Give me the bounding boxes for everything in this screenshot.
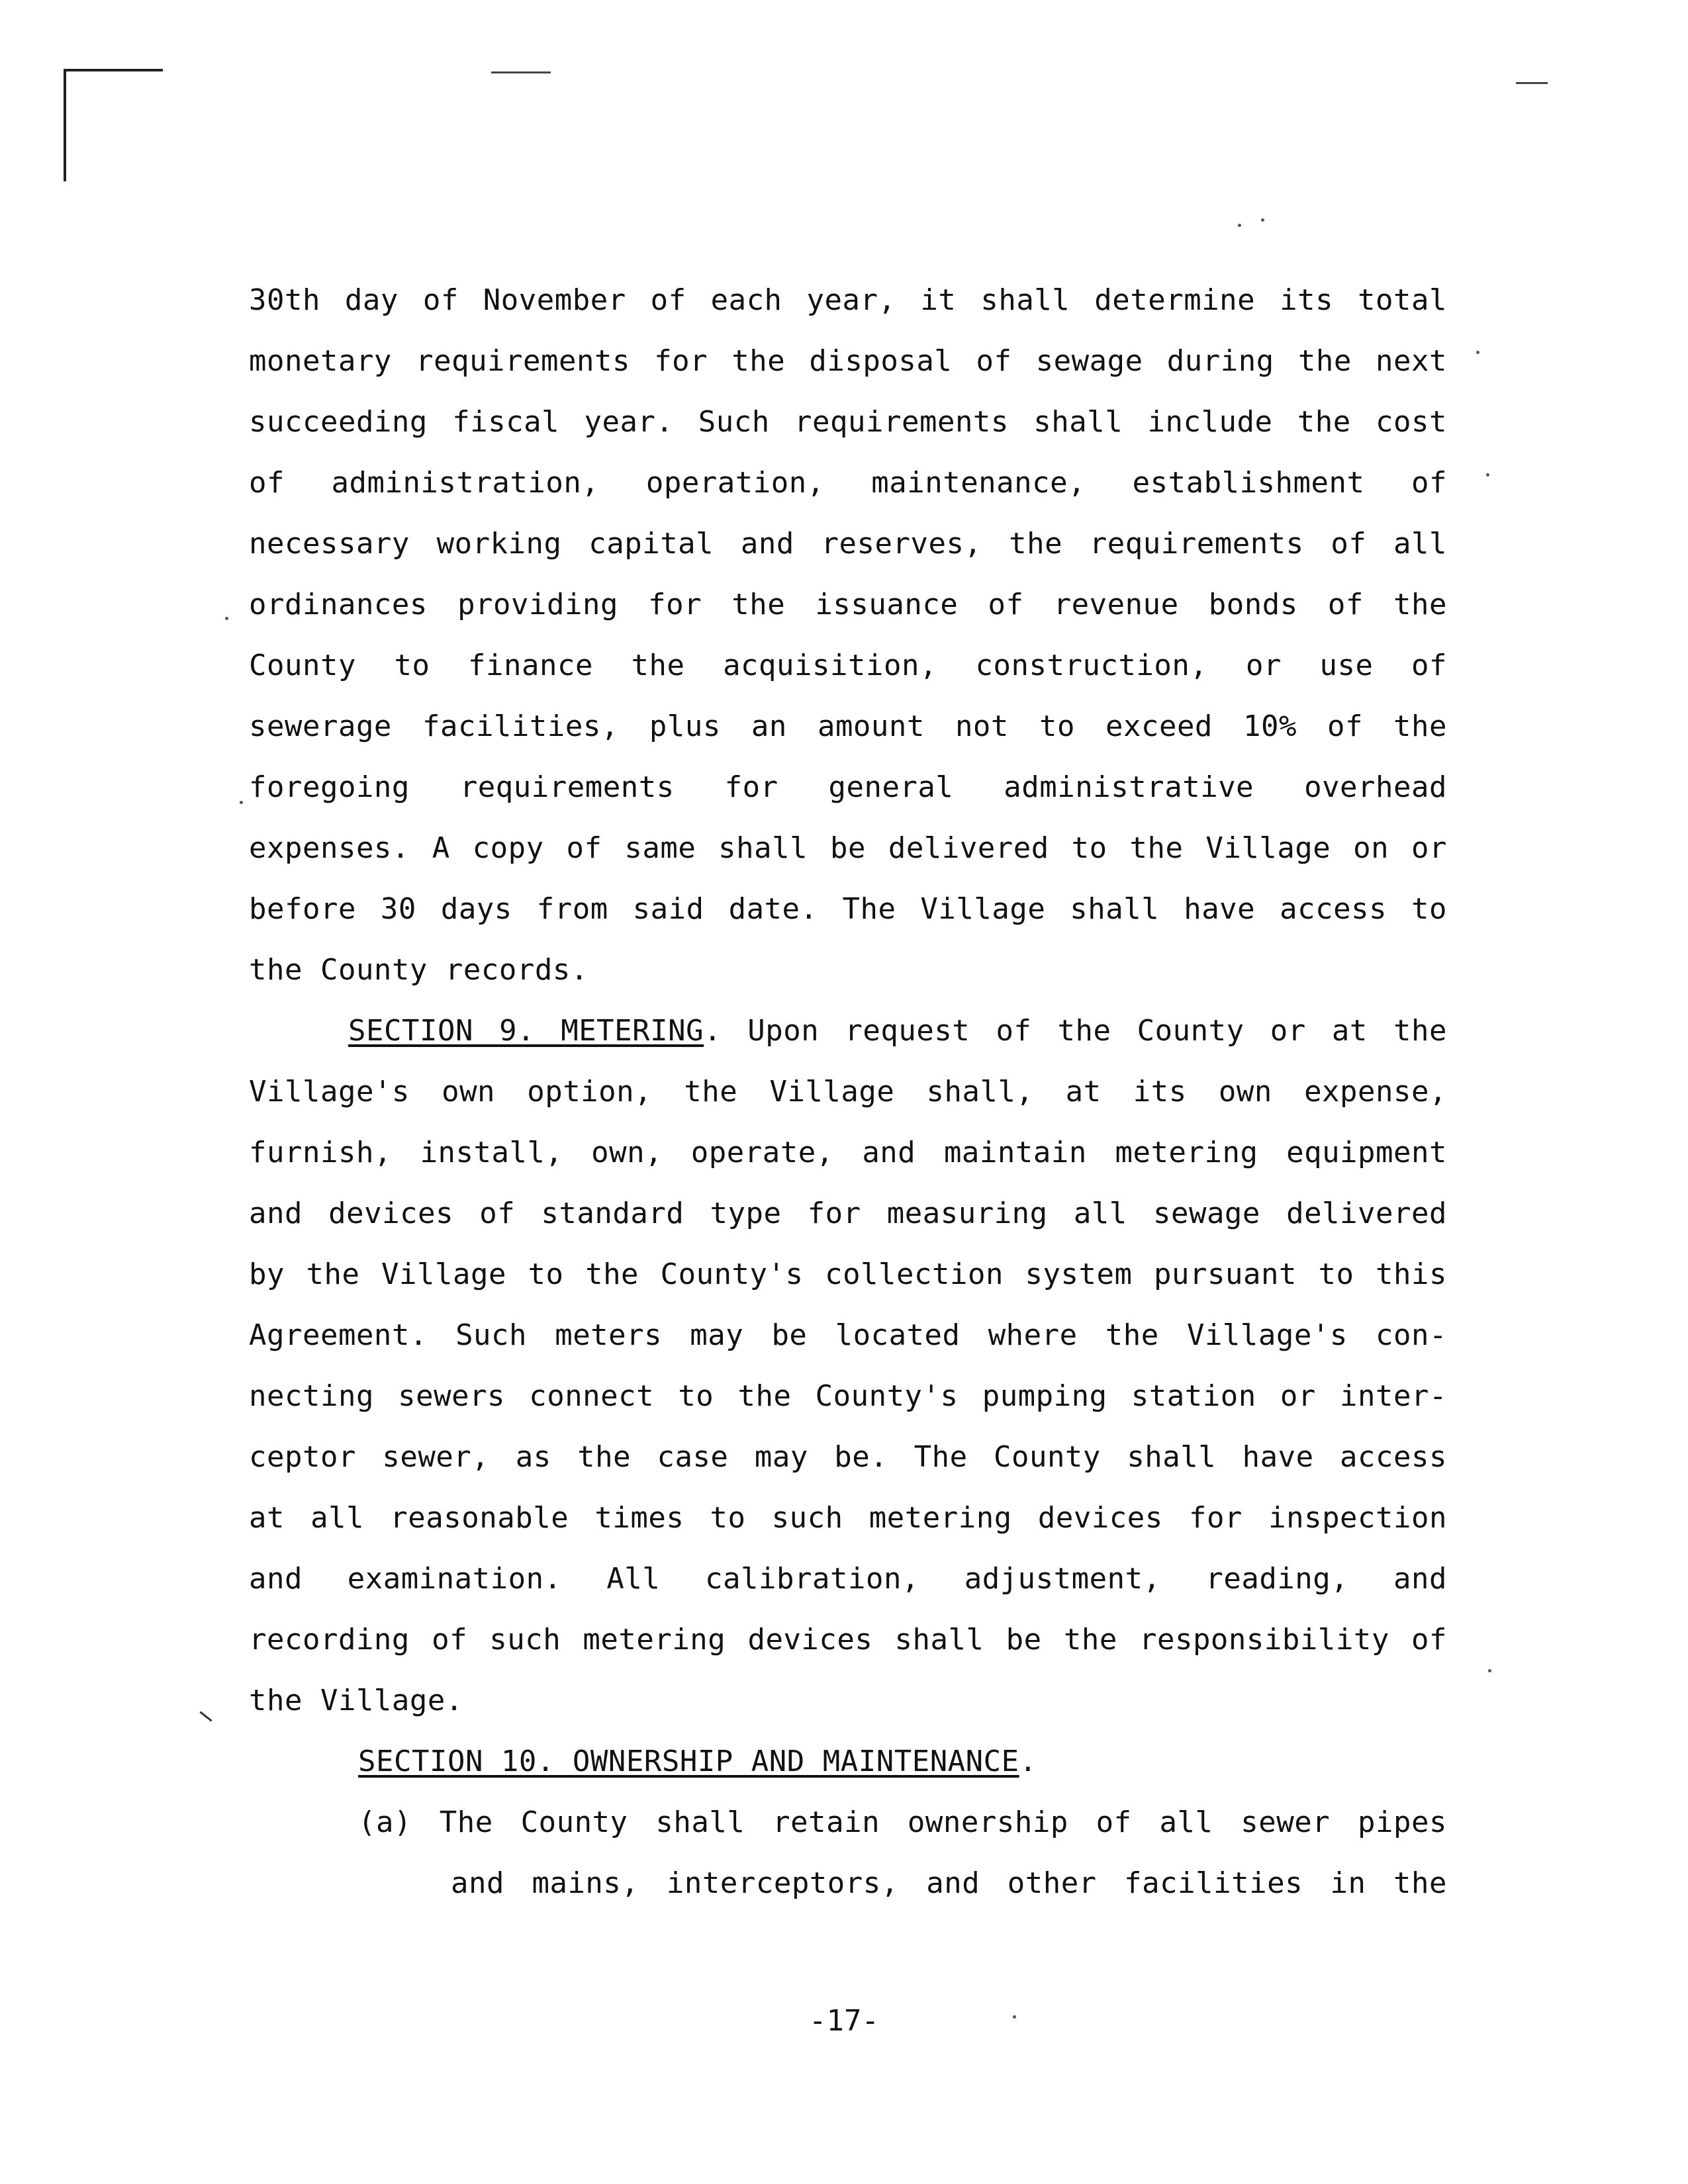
scan-artifact-dash-right (1516, 82, 1548, 84)
section-9-line: ceptor sewer, as the case may be. The County shall have access (249, 1440, 1447, 1474)
scan-speck (1488, 1669, 1491, 1672)
scan-speck (1238, 224, 1241, 227)
scan-speck (1476, 351, 1479, 354)
scan-speck (1261, 218, 1264, 222)
scan-speck (225, 617, 228, 620)
scan-artifact-tick (199, 1711, 212, 1722)
section-9-line: at all reasonable times to such metering devices for inspection (249, 1501, 1447, 1535)
paragraph-line: of administration, operation, maintenance, establishment of (249, 466, 1447, 500)
section-10-heading-line (249, 1731, 1474, 1792)
paragraph-line: before 30 days from said date. The Village shall have access to (249, 892, 1447, 926)
paragraph-line: foregoing requirements for general administrative overhead (249, 770, 1447, 804)
scan-corner-mark (64, 69, 163, 71)
paragraph-line: necessary working capital and reserves, the requirements of all (249, 527, 1447, 561)
scan-speck (1486, 473, 1489, 477)
paragraph-line: County to finance the acquisition, construction, or use of (249, 649, 1447, 682)
section-9-first-line (249, 1001, 1447, 1062)
section-9-line: Village's own option, the Village shall, at its own expense, (249, 1075, 1447, 1109)
section-9-line: and devices of standard type for measuring all sewage delivered (249, 1197, 1447, 1230)
scan-artifact-dash (491, 71, 551, 73)
section-9-line: necting sewers connect to the County's pumping station or inter- (249, 1379, 1447, 1413)
section-9-line: and examination. All calibration, adjustment, reading, and (249, 1562, 1447, 1596)
scan-corner-mark-vertical (64, 69, 66, 181)
section-10-item-a-continued: and mains, interceptors, and other facilities in the (451, 1866, 1447, 1900)
section-9-first-line-text: . Upon request of the County or at the (704, 1014, 1447, 1048)
paragraph-line: ordinances providing for the issuance of revenue bonds of the (249, 588, 1447, 621)
section-9-line: furnish, install, own, operate, and maintain metering equipment (249, 1136, 1447, 1169)
section-10-heading-period: . (1019, 1745, 1037, 1778)
paragraph-line: expenses. A copy of same shall be delivered to the Village on or (249, 831, 1447, 865)
section-10-item-a: (a) The County shall retain ownership of all sewer pipes (358, 1805, 1447, 1839)
section-9-line: Agreement. Such meters may be located where the Village's con- (249, 1318, 1447, 1352)
section-9-line: the Village. (249, 1684, 463, 1717)
paragraph-line: sewerage facilities, plus an amount not to exceed 10% of the (249, 709, 1447, 743)
paragraph-line: succeeding fiscal year. Such requirements shall include the cost (249, 405, 1447, 439)
paragraph-line: 30th day of November of each year, it shall determine its total (249, 283, 1447, 317)
section-9-heading: SECTION 9. METERING (348, 1014, 704, 1048)
section-9-line: by the Village to the County's collection system pursuant to this (249, 1257, 1447, 1291)
paragraph-line: monetary requirements for the disposal of sewage during the next (249, 344, 1447, 378)
section-9-line: recording of such metering devices shall be the responsibility of (249, 1623, 1447, 1657)
page-number: -17- (809, 2004, 879, 2038)
document-body (249, 270, 1474, 1914)
paragraph-line: the County records. (249, 953, 588, 987)
section-10-heading: SECTION 10. OWNERSHIP AND MAINTENANCE (358, 1745, 1019, 1778)
scan-speck (240, 801, 243, 804)
